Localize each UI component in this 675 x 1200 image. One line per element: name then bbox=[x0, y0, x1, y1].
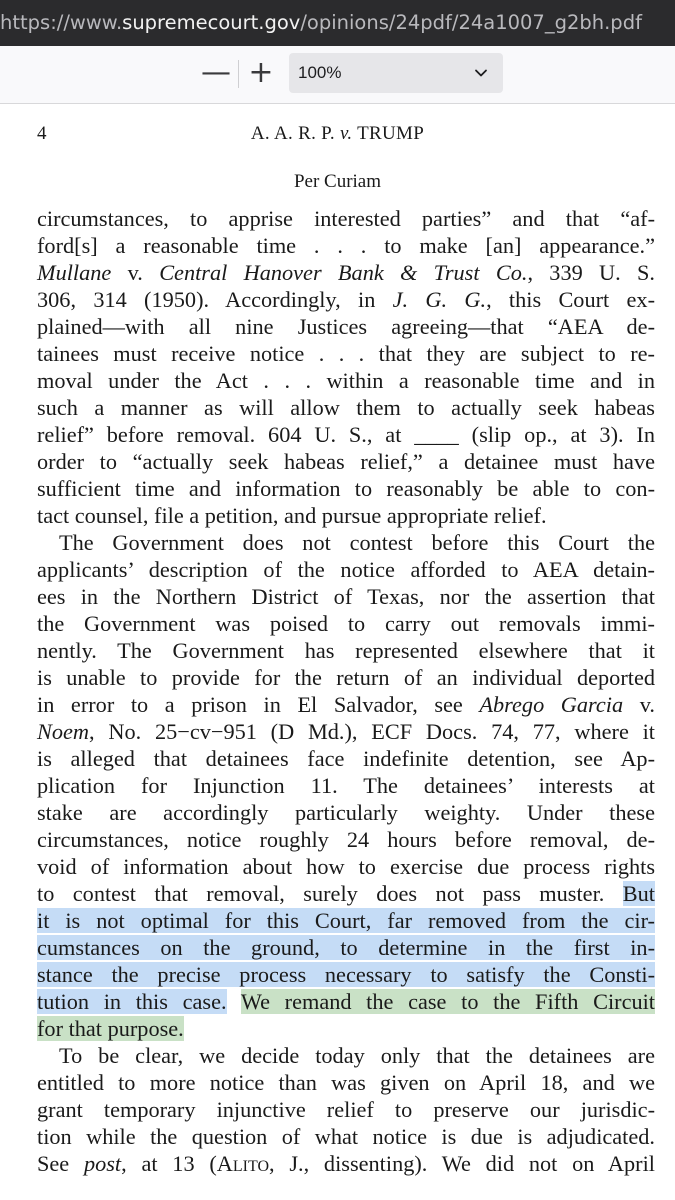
address-bar[interactable] bbox=[0, 0, 675, 46]
text-line: grant temporary injunctive relief to preserve our jurisdic- bbox=[37, 1097, 655, 1122]
plus-icon: + bbox=[248, 55, 274, 90]
text-line: relief” before removal. 604 U. S., at ____ (slip op., at 3). In bbox=[37, 422, 655, 447]
page-number: 4 bbox=[37, 123, 47, 144]
running-head-v: v. bbox=[340, 123, 353, 144]
highlight-blue: it is not optimal for this Court, far removed from the cir- bbox=[37, 908, 655, 933]
text-line: plication for Injunction 11. The detainees’ interests at bbox=[37, 773, 655, 798]
text-line bbox=[37, 907, 655, 934]
text-line: the Government was poised to carry out removals immi- bbox=[37, 611, 655, 636]
text-line: 306, 314 (1950). Accordingly, in J. G. G., this Court ex- bbox=[37, 287, 655, 312]
text-line: applicants’ description of the notice afforded to AEA detain- bbox=[37, 557, 655, 582]
text-line: is alleged that detainees face indefinite detention, see Ap- bbox=[37, 746, 655, 771]
text-line: entitled to more notice than was given on April 18, and we bbox=[37, 1070, 655, 1095]
text-line: moval under the Act . . . within a reasonable time and in bbox=[37, 368, 655, 393]
minus-icon: — bbox=[201, 55, 231, 90]
highlight-blue: But bbox=[622, 881, 655, 906]
pdf-toolbar bbox=[0, 46, 675, 104]
running-head bbox=[0, 123, 675, 145]
text-line: nently. The Government has represented elsewhere that it bbox=[37, 638, 655, 663]
zoom-out-button[interactable] bbox=[196, 53, 236, 93]
zoom-select[interactable] bbox=[289, 53, 503, 93]
highlight-green: for that purpose. bbox=[37, 1016, 184, 1041]
text-line bbox=[37, 1015, 655, 1042]
text-line: The Government does not contest before this Court the bbox=[59, 530, 655, 555]
zoom-in-button[interactable] bbox=[241, 53, 281, 93]
highlight-blue: tution in this case. bbox=[37, 989, 227, 1014]
url-host: supremecourt.gov bbox=[122, 11, 301, 34]
text-line: See post, at 13 (Alito, J., dissenting). We did not on April bbox=[37, 1151, 655, 1176]
text-line: void of information about how to exercise due process rights bbox=[37, 854, 655, 879]
opinion-subhead: Per Curiam bbox=[293, 171, 382, 192]
running-head-right: TRUMP bbox=[352, 123, 425, 144]
text-line: is unable to provide for the return of an individual deported bbox=[37, 665, 655, 690]
text-line bbox=[37, 961, 655, 988]
text-line: circumstances, notice roughly 24 hours before removal, de- bbox=[37, 827, 655, 852]
text-line: tion while the question of what notice is due is adjudicated. bbox=[37, 1124, 655, 1149]
text-line: in error to a prison in El Salvador, see Abrego Garcia v. bbox=[37, 692, 655, 717]
running-head-left: A. A. R. P. bbox=[250, 123, 341, 144]
text-line: tact counsel, file a petition, and pursue appropriate relief. bbox=[37, 503, 547, 528]
highlight-green: We remand the case to the Fifth Circuit bbox=[240, 989, 656, 1014]
text-line: ford[s] a reasonable time . . . to make [an] appearance.” bbox=[37, 233, 655, 258]
text-line bbox=[37, 934, 655, 961]
chevron-down-icon bbox=[473, 65, 489, 81]
text-line bbox=[37, 988, 655, 1015]
text-line: to contest that removal, surely does not pass muster. But bbox=[37, 881, 655, 906]
text-line: Mullane v. Central Hanover Bank & Trust Co., 339 U. S. bbox=[37, 260, 655, 285]
opinion-body bbox=[37, 205, 655, 1177]
url-scheme: https://www. bbox=[0, 11, 123, 34]
highlight-blue: stance the precise process necessary to satisfy the Consti- bbox=[37, 962, 655, 987]
zoom-value: 100% bbox=[298, 63, 342, 82]
text-line: tainees must receive notice . . . that they are subject to re- bbox=[37, 341, 655, 366]
text-line: plained—with all nine Justices agreeing—that “AEA de- bbox=[37, 314, 655, 339]
text-line: order to “actually seek habeas relief,” a detainee must have bbox=[37, 449, 655, 474]
text-line: such a manner as will allow them to actually seek habeas bbox=[37, 395, 655, 420]
text-line: To be clear, we decide today only that the detainees are bbox=[59, 1043, 655, 1068]
text-line: circumstances, to apprise interested parties” and that “af- bbox=[37, 206, 655, 231]
toolbar-divider bbox=[238, 60, 239, 88]
text-line: ees in the Northern District of Texas, nor the assertion that bbox=[37, 584, 655, 609]
text-line: sufficient time and information to reasonably be able to con- bbox=[37, 476, 655, 501]
pdf-page bbox=[0, 105, 675, 1200]
text-line: Noem, No. 25−cv−951 (D Md.), ECF Docs. 74, 77, where it bbox=[37, 719, 655, 744]
highlight-blue: cumstances on the ground, to determine in the first in- bbox=[37, 935, 655, 960]
url-path: /opinions/24pdf/24a1007_g2bh.pdf bbox=[300, 11, 642, 34]
text-line: stake are accordingly particularly weighty. Under these bbox=[37, 800, 655, 825]
